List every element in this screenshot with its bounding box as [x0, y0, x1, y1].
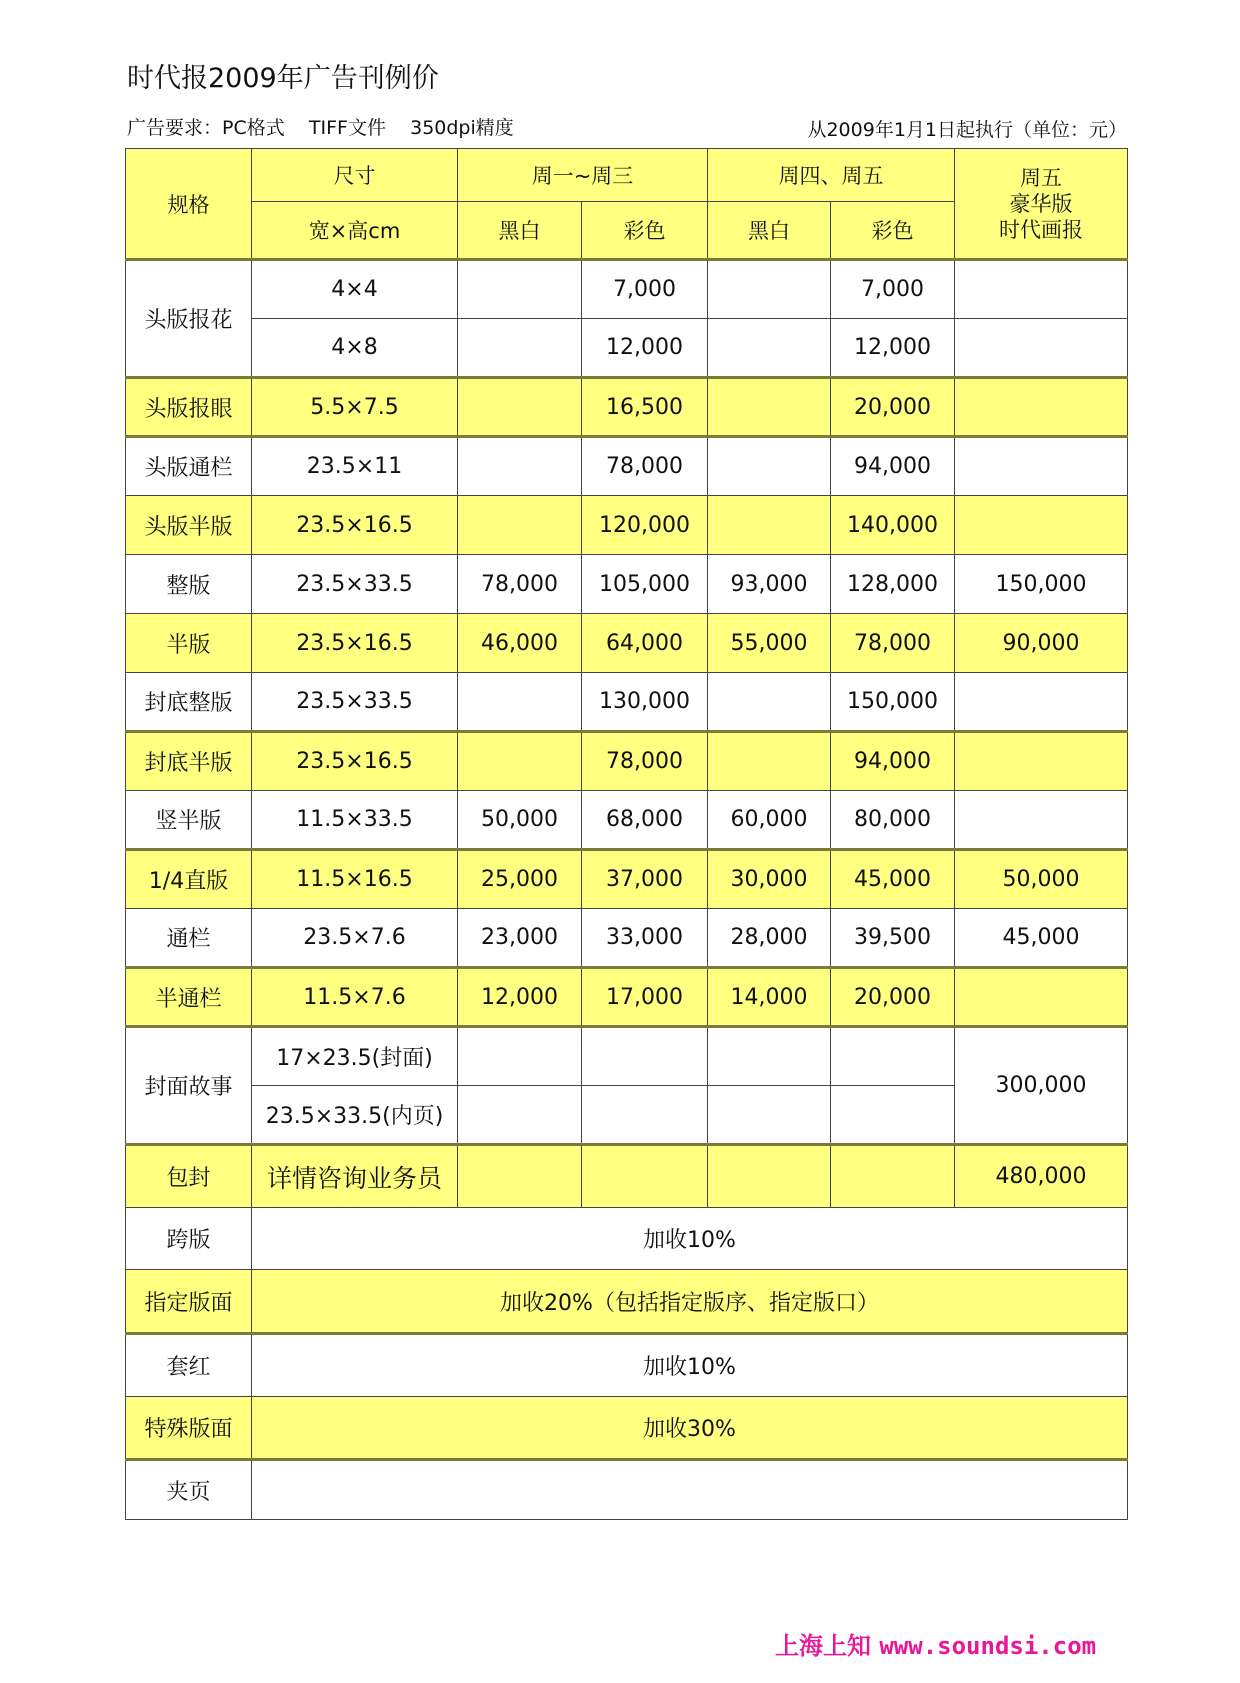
surcharge-spec: 指定版面 [126, 1270, 252, 1334]
row-spec: 包封 [126, 1145, 252, 1208]
table-row [126, 968, 1128, 1027]
row-size: 23.5×11 [252, 437, 458, 496]
tf-bw-price: 93,000 [708, 555, 831, 614]
row-size: 5.5×7.5 [252, 378, 458, 437]
table-row [126, 614, 1128, 673]
deluxe-price: 150,000 [955, 555, 1128, 614]
surcharge-row [126, 1270, 1128, 1334]
tf-color-price: 94,000 [831, 732, 955, 791]
surcharge-text [252, 1460, 1128, 1520]
row-size: 23.5×33.5(内页) [252, 1086, 458, 1145]
row-size: 23.5×16.5 [252, 496, 458, 555]
mw-color-price: 64,000 [582, 614, 708, 673]
tf-bw-price: 60,000 [708, 791, 831, 850]
surcharge-text: 加收10% [252, 1208, 1128, 1270]
tf-color-price: 94,000 [831, 437, 955, 496]
header-tf-color: 彩色 [831, 202, 955, 260]
na-cell [708, 319, 831, 378]
surcharge-text: 加收10% [252, 1334, 1128, 1397]
table-row [126, 1027, 1128, 1086]
deluxe-price: 45,000 [955, 909, 1128, 968]
mw-bw-price: 50,000 [458, 791, 582, 850]
na-cell [831, 1145, 955, 1208]
na-cell [582, 1027, 708, 1086]
surcharge-spec: 夹页 [126, 1460, 252, 1520]
na-cell [955, 378, 1128, 437]
table-row [126, 732, 1128, 791]
na-cell [458, 673, 582, 732]
row-spec: 封面故事 [126, 1027, 252, 1145]
na-cell [955, 791, 1128, 850]
surcharge-text: 加收20%（包括指定版序、指定版口） [252, 1270, 1128, 1334]
row-spec: 通栏 [126, 909, 252, 968]
na-cell [458, 1086, 582, 1145]
na-cell [708, 673, 831, 732]
mw-color-price: 68,000 [582, 791, 708, 850]
tf-color-price: 7,000 [831, 260, 955, 319]
na-cell [955, 437, 1128, 496]
na-cell [955, 673, 1128, 732]
row-spec: 封底整版 [126, 673, 252, 732]
tf-color-price: 78,000 [831, 614, 955, 673]
page-title: 时代报2009年广告刊例价 [127, 63, 439, 94]
tf-color-price: 12,000 [831, 319, 955, 378]
na-cell [582, 1145, 708, 1208]
na-cell [955, 732, 1128, 791]
mw-bw-price: 25,000 [458, 850, 582, 909]
row-spec: 头版报花 [126, 260, 252, 378]
row-size: 4×8 [252, 319, 458, 378]
table-row [126, 1145, 1128, 1208]
mw-color-price: 105,000 [582, 555, 708, 614]
header-mw-bw: 黑白 [458, 202, 582, 260]
tf-color-price: 39,500 [831, 909, 955, 968]
table-row [126, 496, 1128, 555]
header-fri-deluxe [955, 149, 1128, 260]
mw-color-price: 12,000 [582, 319, 708, 378]
row-size: 23.5×33.5 [252, 673, 458, 732]
header-mon-wed: 周一~周三 [458, 149, 708, 202]
na-cell [831, 1086, 955, 1145]
na-cell [458, 1027, 582, 1086]
mw-color-price: 78,000 [582, 732, 708, 791]
row-size: 4×4 [252, 260, 458, 319]
surcharge-spec: 特殊版面 [126, 1397, 252, 1460]
tf-bw-price: 30,000 [708, 850, 831, 909]
footer-branding [775, 1626, 1096, 1661]
rate-table [125, 148, 1128, 1520]
footer-url[interactable]: www.soundsi.com [879, 1632, 1097, 1660]
row-size: 23.5×7.6 [252, 909, 458, 968]
na-cell [458, 437, 582, 496]
na-cell [955, 260, 1128, 319]
row-size: 11.5×33.5 [252, 791, 458, 850]
tf-color-price: 45,000 [831, 850, 955, 909]
tf-color-price: 128,000 [831, 555, 955, 614]
mw-color-price: 37,000 [582, 850, 708, 909]
table-row [126, 673, 1128, 732]
surcharge-row [126, 1208, 1128, 1270]
tf-color-price: 150,000 [831, 673, 955, 732]
table-row [126, 378, 1128, 437]
surcharge-spec: 跨版 [126, 1208, 252, 1270]
tf-bw-price: 28,000 [708, 909, 831, 968]
mw-color-price: 16,500 [582, 378, 708, 437]
na-cell [458, 378, 582, 437]
header-fri-deluxe-line1: 周五 [1020, 165, 1063, 190]
header-mw-color: 彩色 [582, 202, 708, 260]
header-fri-deluxe-line3: 时代画报 [999, 217, 1084, 242]
mw-color-price: 17,000 [582, 968, 708, 1027]
na-cell [708, 732, 831, 791]
row-size: 23.5×16.5 [252, 732, 458, 791]
na-cell [458, 496, 582, 555]
header-fri-deluxe-line2: 豪华版 [1009, 191, 1073, 216]
mw-color-price: 120,000 [582, 496, 708, 555]
na-cell [708, 1027, 831, 1086]
table-row [126, 555, 1128, 614]
row-size: 11.5×16.5 [252, 850, 458, 909]
na-cell [458, 1145, 582, 1208]
na-cell [458, 732, 582, 791]
surcharge-spec: 套红 [126, 1334, 252, 1397]
na-cell [708, 260, 831, 319]
na-cell [582, 1086, 708, 1145]
row-size: 23.5×33.5 [252, 555, 458, 614]
na-cell [708, 437, 831, 496]
na-cell [708, 496, 831, 555]
header-tf-bw: 黑白 [708, 202, 831, 260]
mw-bw-price: 23,000 [458, 909, 582, 968]
row-spec: 头版通栏 [126, 437, 252, 496]
row-size: 11.5×7.6 [252, 968, 458, 1027]
deluxe-price: 480,000 [955, 1145, 1128, 1208]
mw-color-price: 33,000 [582, 909, 708, 968]
footer-company: 上海上知 [775, 1632, 871, 1660]
surcharge-row [126, 1460, 1128, 1520]
table-row [126, 909, 1128, 968]
ad-requirements: 广告要求：PC格式 TIFF文件 350dpi精度 [127, 117, 514, 139]
row-spec: 竖半版 [126, 791, 252, 850]
row-spec: 头版报眼 [126, 378, 252, 437]
na-cell [458, 319, 582, 378]
header-size: 尺寸 [252, 149, 458, 202]
row-size: 23.5×16.5 [252, 614, 458, 673]
effective-date-unit: 从2009年1月1日起执行（单位：元） [807, 119, 1127, 141]
header-spec: 规格 [126, 149, 252, 260]
tf-color-price: 20,000 [831, 378, 955, 437]
mw-color-price: 78,000 [582, 437, 708, 496]
na-cell [708, 378, 831, 437]
surcharge-row [126, 1397, 1128, 1460]
tf-color-price: 80,000 [831, 791, 955, 850]
na-cell [708, 1145, 831, 1208]
row-spec: 1/4直版 [126, 850, 252, 909]
row-size: 详情咨询业务员 [252, 1145, 458, 1208]
na-cell [458, 260, 582, 319]
tf-color-price: 140,000 [831, 496, 955, 555]
na-cell [955, 319, 1128, 378]
deluxe-price: 300,000 [955, 1027, 1128, 1145]
tf-color-price: 20,000 [831, 968, 955, 1027]
row-spec: 封底半版 [126, 732, 252, 791]
na-cell [831, 1027, 955, 1086]
row-spec: 整版 [126, 555, 252, 614]
row-spec: 头版半版 [126, 496, 252, 555]
table-row [126, 319, 1128, 378]
header-size-unit: 宽×高cm [252, 202, 458, 260]
mw-bw-price: 78,000 [458, 555, 582, 614]
row-spec: 半通栏 [126, 968, 252, 1027]
na-cell [955, 968, 1128, 1027]
na-cell [708, 1086, 831, 1145]
header-thu-fri: 周四、周五 [708, 149, 955, 202]
table-row [126, 260, 1128, 319]
deluxe-price: 90,000 [955, 614, 1128, 673]
na-cell [955, 496, 1128, 555]
mw-bw-price: 46,000 [458, 614, 582, 673]
tf-bw-price: 14,000 [708, 968, 831, 1027]
row-size: 17×23.5(封面) [252, 1027, 458, 1086]
table-row [126, 437, 1128, 496]
deluxe-price: 50,000 [955, 850, 1128, 909]
tf-bw-price: 55,000 [708, 614, 831, 673]
mw-bw-price: 12,000 [458, 968, 582, 1027]
mw-color-price: 7,000 [582, 260, 708, 319]
row-spec: 半版 [126, 614, 252, 673]
mw-color-price: 130,000 [582, 673, 708, 732]
surcharge-row [126, 1334, 1128, 1397]
table-row [126, 791, 1128, 850]
surcharge-text: 加收30% [252, 1397, 1128, 1460]
table-row [126, 850, 1128, 909]
